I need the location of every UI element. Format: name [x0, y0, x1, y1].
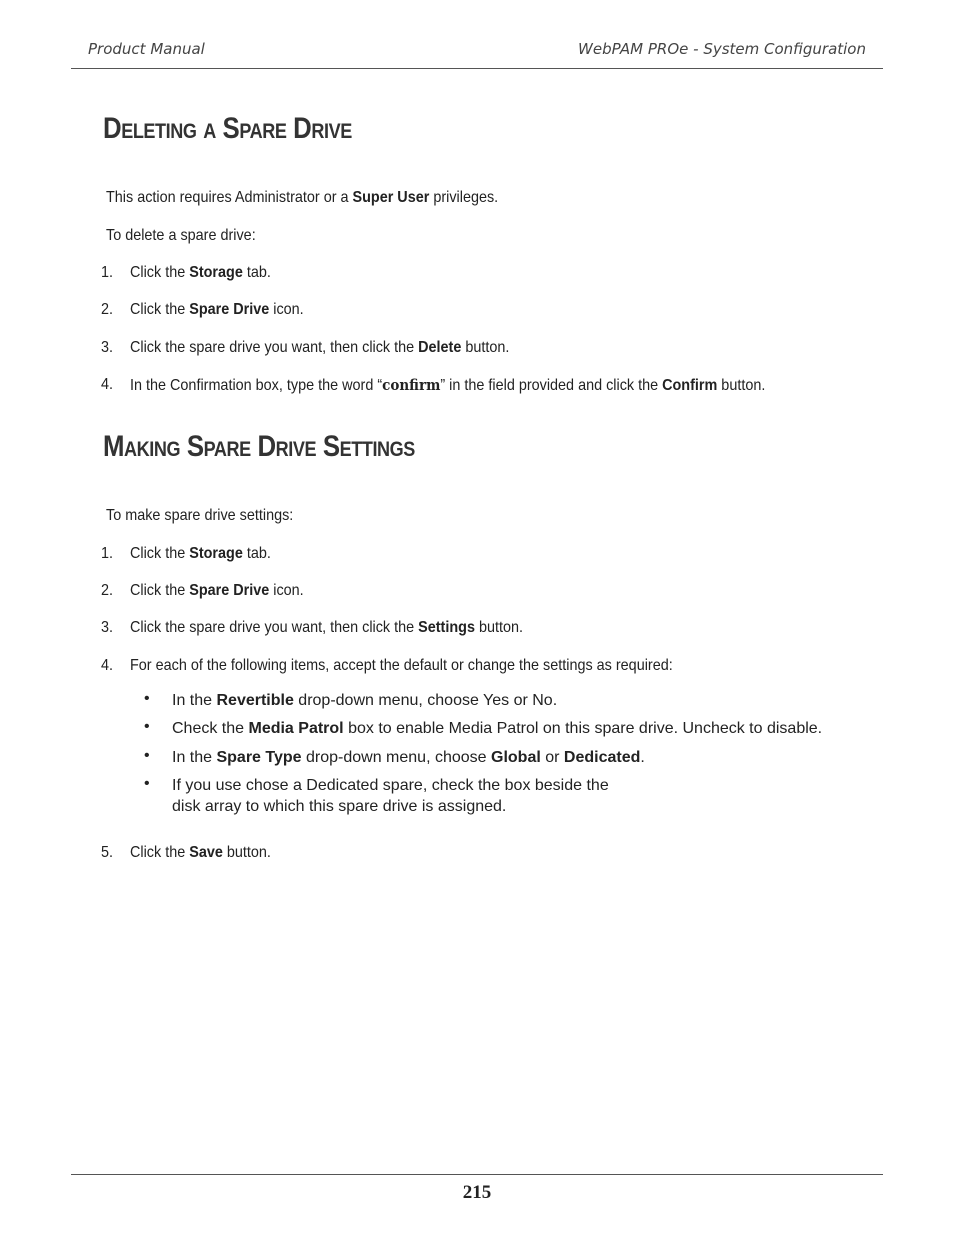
step-bold: Storage	[189, 264, 243, 281]
bullet-bold: Revertible	[216, 692, 294, 709]
bullet-pre: In the	[172, 692, 217, 709]
delete-step-2	[130, 301, 304, 319]
bullet-line-2: disk array to which this spare drive is assigned.	[172, 798, 507, 815]
step-post: button.	[474, 619, 523, 636]
step-number: 1.	[101, 264, 114, 281]
delete-step-4	[130, 376, 765, 395]
bullet-revertible	[172, 690, 557, 711]
section-title-deleting: Deleting a Spare Drive	[103, 112, 352, 145]
step-mid: ” in the field provided and click the	[440, 377, 663, 394]
bullet-spare-type	[172, 747, 645, 768]
bullet-mark: •	[144, 775, 150, 792]
step-bold: Delete	[418, 339, 462, 356]
confirm-word: confirm	[382, 376, 441, 394]
step-post: icon.	[269, 301, 304, 318]
privilege-note	[106, 189, 498, 207]
step-pre: Click the spare drive you want, then click the	[130, 339, 419, 356]
bullet-media-patrol	[172, 718, 822, 739]
step-bold: Confirm	[662, 377, 718, 394]
header-left: Product Manual	[88, 40, 205, 58]
step-number: 5.	[101, 844, 114, 861]
delete-step-1	[130, 264, 271, 282]
step-number: 1.	[101, 545, 114, 562]
step-bold: Storage	[189, 545, 243, 562]
bullet-mid2: or	[540, 749, 564, 766]
step-pre: Click the	[130, 844, 190, 861]
step-number: 3.	[101, 619, 114, 636]
step-post: button.	[222, 844, 271, 861]
step-post: button.	[717, 377, 766, 394]
step-post: tab.	[242, 264, 271, 281]
settings-step-3	[130, 619, 523, 637]
delete-step-3	[130, 339, 509, 357]
bullet-post: box to enable Media Patrol on this spare drive. Uncheck to disable.	[343, 720, 823, 737]
section-title-settings: Making Spare Drive Settings	[103, 430, 415, 463]
step-pre: Click the	[130, 301, 190, 318]
step-bold: Spare Drive	[189, 582, 270, 599]
header-right: WebPAM PROe - System Configuration	[578, 40, 866, 58]
settings-step-4: For each of the following items, accept the default or change the settings as required:	[130, 657, 673, 674]
settings-step-5	[130, 844, 271, 862]
step-pre: Click the	[130, 264, 190, 281]
bullet-bold-dedicated: Dedicated	[563, 749, 641, 766]
bullet-post: drop-down menu, choose Yes or No.	[293, 692, 558, 709]
bullet-bold: Spare Type	[216, 749, 302, 766]
bullet-mark: •	[144, 747, 150, 764]
step-pre: In the Confirmation box, type the word “	[130, 377, 383, 394]
step-post: button.	[461, 339, 510, 356]
bullet-bold: Media Patrol	[248, 720, 344, 737]
bullet-bold-global: Global	[491, 749, 541, 766]
bullet-dedicated	[172, 775, 609, 817]
bullet-mark: •	[144, 690, 150, 707]
footer-rule	[71, 1174, 883, 1175]
step-post: icon.	[269, 582, 304, 599]
settings-step-1	[130, 545, 271, 563]
bullet-pre: Check the	[172, 720, 249, 737]
step-post: tab.	[242, 545, 271, 562]
step-bold: Save	[189, 844, 223, 861]
step-pre: Click the spare drive you want, then click the	[130, 619, 419, 636]
step-pre: Click the	[130, 545, 190, 562]
step-number: 2.	[101, 582, 114, 599]
bullet-mid: drop-down menu, choose	[301, 749, 492, 766]
step-pre: Click the	[130, 582, 190, 599]
settings-intro: To make spare drive settings:	[106, 507, 294, 524]
bullet-line-1: If you use chose a Dedicated spare, check the box beside the	[172, 777, 609, 794]
privilege-pre: This action requires Administrator or a	[106, 189, 353, 206]
step-bold: Spare Drive	[189, 301, 270, 318]
step-number: 3.	[101, 339, 114, 356]
privilege-bold: Super User	[352, 189, 430, 206]
step-number: 2.	[101, 301, 114, 318]
step-number: 4.	[101, 657, 114, 674]
bullet-pre: In the	[172, 749, 217, 766]
bullet-post: .	[640, 749, 645, 766]
step-bold: Settings	[418, 619, 475, 636]
header-rule	[71, 68, 883, 69]
delete-intro: To delete a spare drive:	[106, 227, 256, 244]
privilege-post: privileges.	[429, 189, 499, 206]
page-number: 215	[462, 1182, 492, 1203]
step-number: 4.	[101, 376, 114, 393]
bullet-mark: •	[144, 718, 150, 735]
settings-step-2	[130, 582, 304, 600]
